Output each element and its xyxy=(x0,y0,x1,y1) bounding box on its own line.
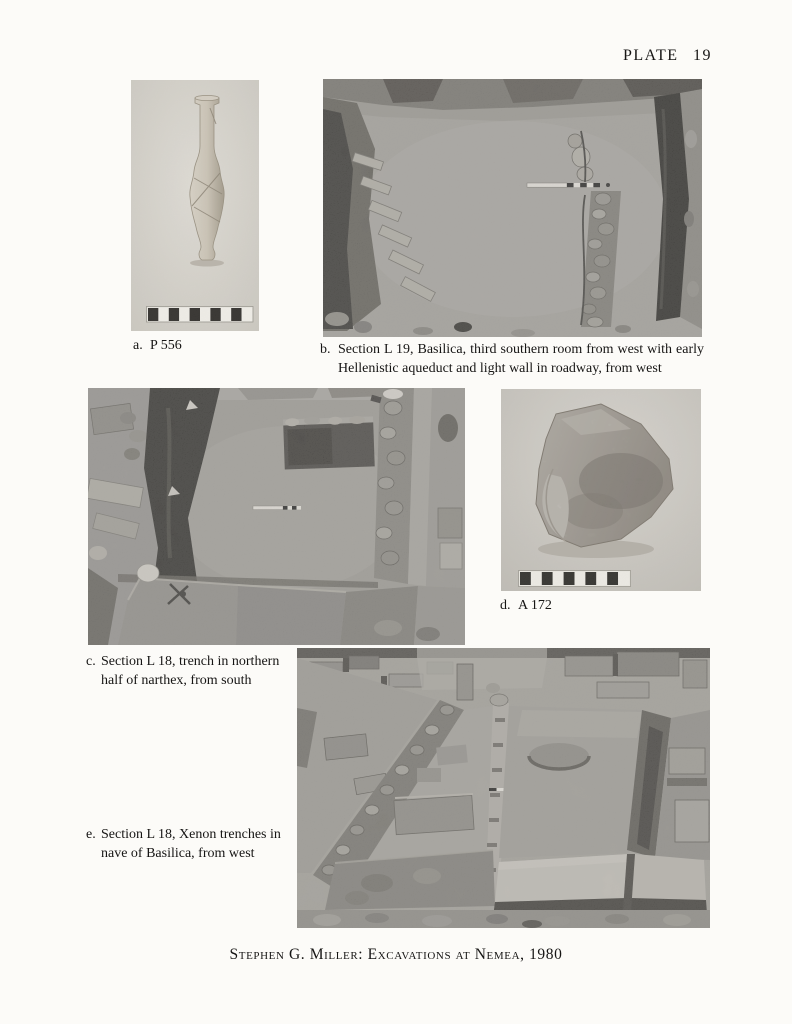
caption-line: P 556 xyxy=(150,338,182,353)
figure-label: b. xyxy=(320,342,331,357)
caption-a xyxy=(133,337,182,356)
figure-label: d. xyxy=(500,598,511,613)
photo-d-stone-fragment xyxy=(501,389,701,591)
photo-b-excavation xyxy=(323,79,702,337)
figure-label: e. xyxy=(86,827,96,842)
caption-e xyxy=(86,826,331,863)
caption-c xyxy=(86,653,331,690)
caption-line: Hellenistic aqueduct and light wall in roadway, from west xyxy=(338,360,662,376)
photo-c-excavation xyxy=(88,388,465,645)
caption-line: Section L 18, trench in northern xyxy=(101,654,280,669)
caption-d xyxy=(500,597,552,616)
photo-a-vessel xyxy=(131,80,259,331)
caption-line: half of narthex, from south xyxy=(101,672,252,688)
photo-e-excavation xyxy=(297,648,710,928)
caption-line: Section L 19, Basilica, third southern room from west with early xyxy=(338,342,704,357)
caption-line: A 172 xyxy=(518,598,552,613)
publication-footer: Stephen G. Miller: Excavations at Nemea, 1980 xyxy=(229,946,563,963)
figure-label: c. xyxy=(86,654,96,669)
caption-line: nave of Basilica, from west xyxy=(101,845,255,861)
caption-b xyxy=(320,341,704,378)
plate-label: PLATE 19 xyxy=(623,47,712,64)
caption-line: Section L 18, Xenon trenches in xyxy=(101,827,281,842)
figure-label: a. xyxy=(133,338,143,353)
